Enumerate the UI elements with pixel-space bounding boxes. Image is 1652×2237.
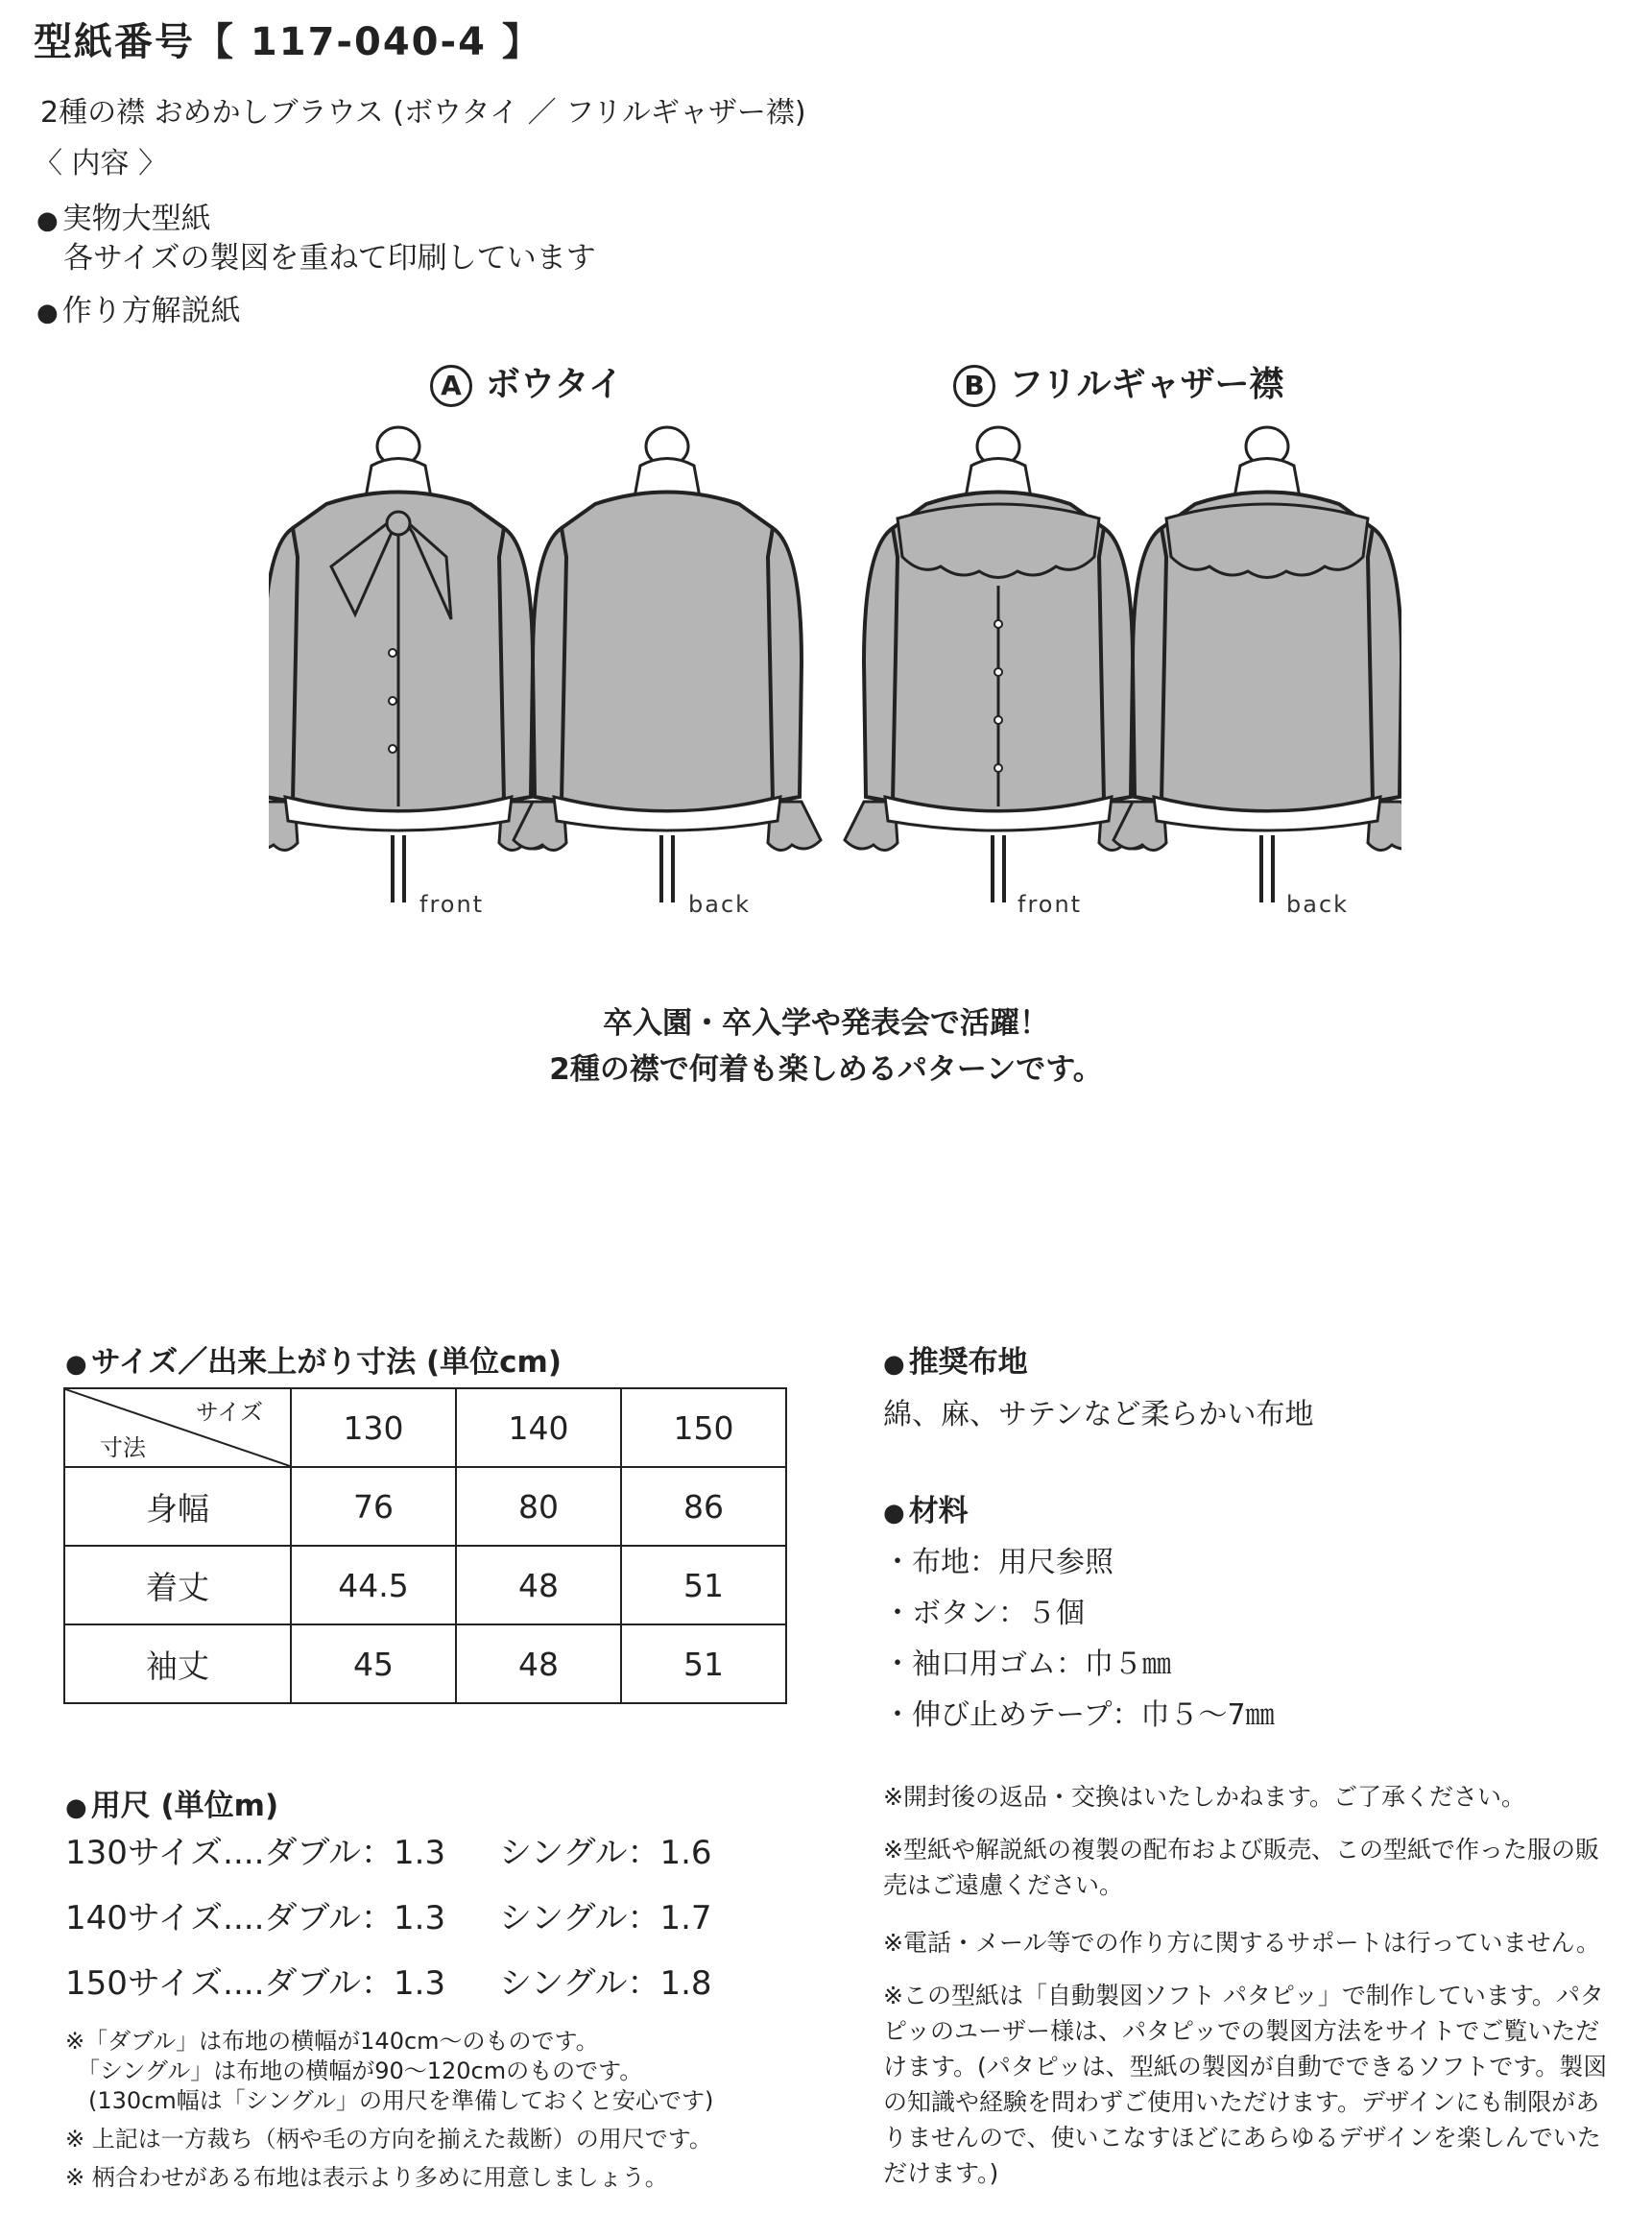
tagline-line-2: 2種の襟で何着も楽しめるパターンです。 [549, 1052, 1103, 1087]
yardage-note: 「シングル」は布地の横幅が90～120cmのものです。 [65, 2057, 643, 2084]
yardage-row-130: 130サイズ....ダブル：1.3 [65, 1834, 446, 1872]
bullet-icon: ● [883, 1350, 905, 1379]
row-label: 袖丈 [64, 1624, 291, 1703]
yardage-note: (130cm幅は「シングル」の用尺を準備しておくと安心です) [65, 2087, 714, 2114]
table-cell: 80 [456, 1467, 621, 1546]
yardage-single-140: シングル：1.7 [499, 1899, 712, 1937]
notice-software: ※この型紙は「自動製図ソフト パタピッ」で制作しています。パタピッのユーザー様は、パタピッでの製図方法をサイトでご覧いただけます。(パタピッは、型紙の製図が自動でできるソフトです。製図の知識や経験を問わずご使用いただけます。デザインにも制限がありませんので、使いこなすほどにあらゆるデザインを楽しんでいただけます。) [883, 1982, 1608, 2187]
yardage-note: ※ 上記は一方裁ち（柄や毛の方向を揃えた裁断）の用尺です。 [65, 2126, 712, 2153]
pattern-number-title: 型紙番号【 117-040-4 】 [34, 20, 542, 64]
circled-a-icon: A [430, 365, 472, 407]
row-label: 着丈 [64, 1546, 291, 1624]
table-cell: 48 [456, 1546, 621, 1624]
view-label-a-front: front [419, 891, 485, 918]
row-label: 身幅 [64, 1467, 291, 1546]
bullet-icon: ● [36, 299, 59, 327]
view-label-b-front: front [1018, 891, 1083, 918]
table-cell: 51 [621, 1624, 786, 1703]
fabric-heading: ● 推奨布地 [883, 1345, 1028, 1380]
circled-b-icon: B [953, 365, 995, 407]
table-row [64, 1467, 786, 1546]
yardage-note: ※「ダブル」は布地の横幅が140cm～のものです。 [65, 2028, 599, 2055]
size-table-corner [64, 1388, 291, 1467]
materials-item: ・伸び止めテープ：巾５～7㎜ [883, 1698, 1275, 1732]
size-section-heading: ● サイズ／出来上がり寸法 (単位cm) [65, 1345, 563, 1380]
size-column-header: 140 [456, 1388, 621, 1467]
notice-support: ※電話・メール等での作り方に関するサポートは行っていません。 [883, 1929, 1600, 1957]
blouse-b-back-drawing [1113, 427, 1401, 902]
bullet-icon: ● [65, 1793, 87, 1822]
bullet-icon: ● [883, 1499, 905, 1527]
table-row [64, 1546, 786, 1624]
contents-item-instructions: ● 作り方解説紙 [36, 294, 241, 328]
view-label-b-back: back [1286, 891, 1350, 918]
notice-returns: ※開封後の返品・交換はいたしかねます。ご了承ください。 [883, 1783, 1525, 1811]
contents-item-pattern-detail: 各サイズの製図を重ねて印刷しています [63, 241, 596, 276]
materials-item: ・ボタン：５個 [883, 1597, 1085, 1630]
materials-item: ・袖口用ゴム：巾５㎜ [883, 1648, 1171, 1681]
size-column-header: 130 [291, 1388, 456, 1467]
materials-item: ・布地：用尺参照 [883, 1546, 1113, 1579]
product-subtitle: 2種の襟 おめかしブラウス (ボウタイ ／ フリルギャザー襟) [40, 96, 806, 130]
blouse-a-back-drawing [514, 427, 821, 902]
bullet-icon: ● [65, 1350, 87, 1379]
tagline-line-1: 卒入園・卒入学や発表会で活躍！ [603, 1006, 1049, 1041]
table-cell: 45 [291, 1624, 456, 1703]
table-cell: 86 [621, 1467, 786, 1546]
contents-label: 〈 内容 〉 [34, 147, 168, 180]
table-cell: 76 [291, 1467, 456, 1546]
yardage-heading: ● 用尺 (単位m) [65, 1789, 279, 1823]
size-table-header-row [64, 1388, 786, 1467]
blouse-a-front-drawing [269, 427, 552, 902]
size-table [63, 1387, 787, 1704]
table-cell: 51 [621, 1546, 786, 1624]
variant-a-label: A ボウタイ [430, 357, 623, 407]
blouse-illustrations [269, 413, 1401, 931]
size-column-header: 150 [621, 1388, 786, 1467]
fabric-text: 綿、麻、サテンなど柔らかい布地 [883, 1398, 1314, 1431]
yardage-single-150: シングル：1.8 [499, 1964, 712, 2003]
table-cell: 44.5 [291, 1546, 456, 1624]
yardage-row-150: 150サイズ....ダブル：1.3 [65, 1964, 446, 2003]
blouse-b-front-drawing [845, 427, 1152, 902]
corner-label-measure: 寸法 [100, 1434, 146, 1461]
table-cell: 48 [456, 1624, 621, 1703]
bullet-icon: ● [36, 206, 59, 235]
variant-b-label: B フリルギャザー襟 [953, 357, 1284, 407]
table-row [64, 1624, 786, 1703]
yardage-row-140: 140サイズ....ダブル：1.3 [65, 1899, 446, 1937]
yardage-single-130: シングル：1.6 [499, 1834, 712, 1872]
materials-heading: ● 材料 [883, 1494, 969, 1528]
view-label-a-back: back [688, 891, 752, 918]
yardage-note: ※ 柄合わせがある布地は表示より多めに用意しましょう。 [65, 2164, 668, 2191]
contents-item-pattern: ● 実物大型紙 [36, 202, 211, 236]
corner-label-size: サイズ [195, 1399, 263, 1426]
notice-copyright: ※型紙や解説紙の複製の配布および販売、この型紙で作った服の販売はご遠慮ください。 [883, 1836, 1599, 1899]
